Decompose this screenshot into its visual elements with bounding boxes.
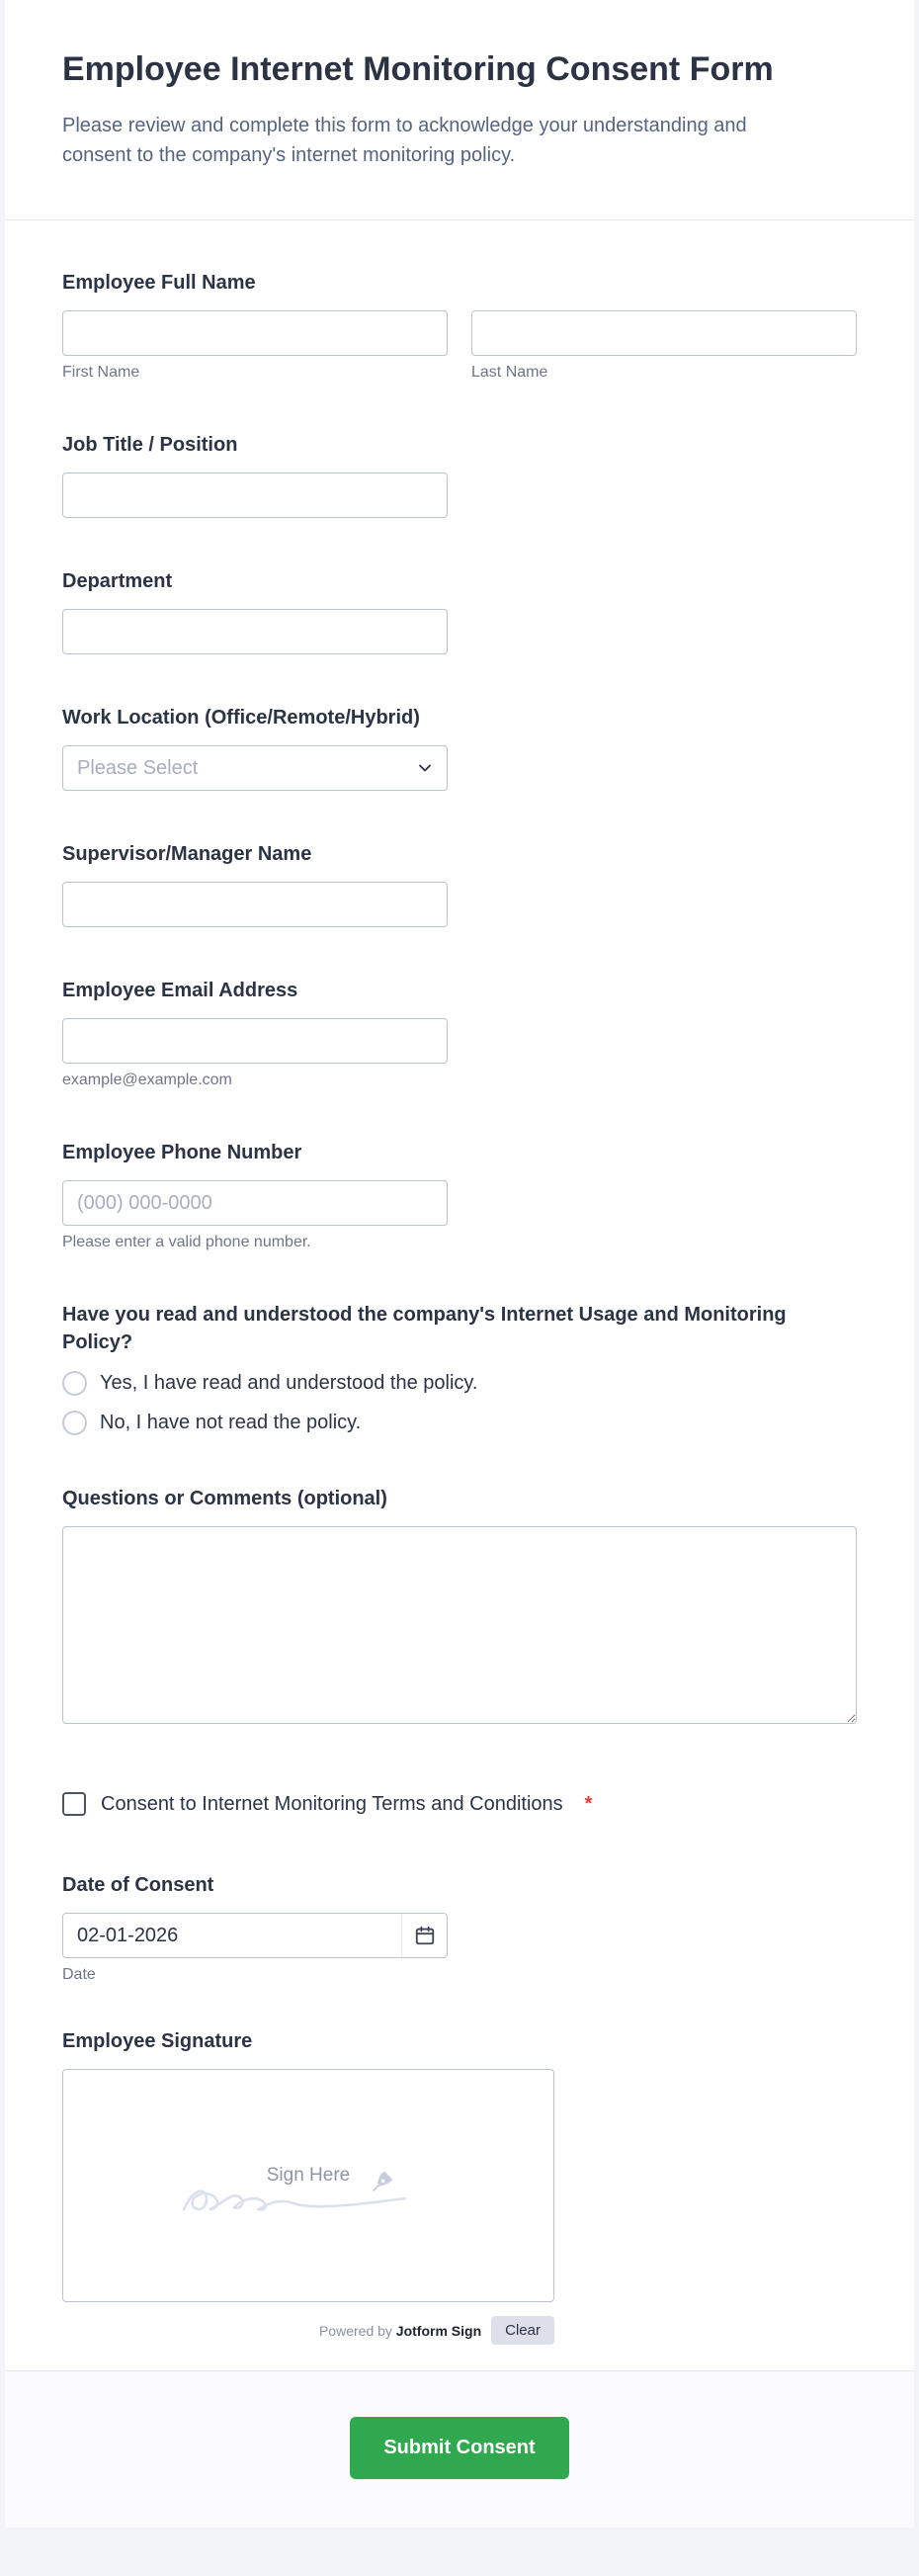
job-title-input[interactable] — [62, 472, 448, 518]
jotform-sign-brand: Jotform Sign — [395, 2322, 482, 2339]
supervisor-input[interactable] — [62, 882, 448, 927]
question-job-title — [62, 431, 857, 518]
first-name-input[interactable] — [62, 310, 448, 356]
signature-pad[interactable] — [62, 2069, 554, 2302]
work-location-select[interactable] — [62, 745, 448, 791]
date-sublabel: Date — [62, 1966, 96, 1984]
consent-checkbox-label: Consent to Internet Monitoring Terms and Conditions — [101, 1792, 563, 1815]
comments-label: Questions or Comments (optional) — [62, 1488, 387, 1510]
powered-by-text — [319, 2323, 481, 2339]
radio-option-yes[interactable] — [62, 1370, 857, 1396]
signature-footer — [62, 2316, 554, 2345]
job-title-label: Job Title / Position — [62, 434, 238, 457]
powered-by-label: Powered by — [318, 2322, 392, 2339]
radio-unchecked-icon — [62, 1411, 87, 1435]
pen-nib-icon — [370, 2169, 395, 2194]
question-full-name — [62, 269, 857, 382]
department-input[interactable] — [62, 609, 448, 654]
radio-option-no-label: No, I have not read the policy. — [100, 1412, 362, 1434]
comments-textarea[interactable] — [62, 1526, 857, 1724]
page-title: Employee Internet Monitoring Consent Form — [62, 50, 774, 88]
question-email — [62, 977, 857, 1089]
calendar-icon — [414, 1925, 436, 1946]
supervisor-label: Supervisor/Manager Name — [62, 843, 312, 866]
question-consent-checkbox — [62, 1792, 857, 1816]
radio-unchecked-icon — [62, 1371, 87, 1396]
question-signature — [62, 2027, 857, 2345]
phone-sublabel: Please enter a valid phone number. — [62, 1234, 311, 1251]
email-input[interactable] — [62, 1018, 448, 1064]
question-supervisor — [62, 840, 857, 927]
select-placeholder: Please Select — [77, 756, 199, 779]
policy-question-label: Have you read and understood the company's Internet Usage and Monitoring Policy? — [62, 1304, 787, 1354]
first-name-sublabel: First Name — [62, 364, 140, 382]
date-label: Date of Consent — [62, 1874, 214, 1897]
email-sublabel: example@example.com — [62, 1072, 232, 1089]
last-name-sublabel: Last Name — [471, 364, 548, 382]
question-department — [62, 567, 857, 654]
work-location-label: Work Location (Office/Remote/Hybrid) — [62, 707, 420, 730]
department-label: Department — [62, 570, 173, 593]
calendar-picker-button[interactable] — [401, 1914, 447, 1957]
question-policy-read — [62, 1301, 857, 1435]
consent-checkbox-row[interactable] — [62, 1792, 857, 1816]
date-field — [62, 1913, 448, 1958]
clear-signature-button[interactable]: Clear — [491, 2316, 554, 2345]
form-header — [5, 0, 914, 219]
question-comments — [62, 1485, 857, 1729]
submit-button[interactable]: Submit Consent — [350, 2417, 568, 2479]
question-date-of-consent — [62, 1871, 857, 1984]
radio-option-no[interactable] — [62, 1410, 857, 1435]
sign-here-placeholder: Sign Here — [266, 2165, 351, 2187]
page-subtitle: Please review and complete this form to acknowledge your understanding and consent to the company's internet monitoring policy. — [62, 115, 747, 167]
radio-option-yes-label: Yes, I have read and understood the policy. — [100, 1372, 478, 1395]
chevron-down-icon — [415, 758, 435, 778]
form-body — [5, 220, 914, 2370]
form-card — [5, 0, 914, 2528]
phone-input[interactable] — [62, 1180, 448, 1226]
question-work-location — [62, 704, 857, 791]
question-phone — [62, 1139, 857, 1251]
date-input[interactable] — [62, 1913, 448, 1958]
phone-label: Employee Phone Number — [62, 1142, 302, 1164]
submit-section — [5, 2370, 914, 2528]
checkbox-unchecked-icon — [62, 1792, 86, 1816]
last-name-input[interactable] — [471, 310, 857, 356]
email-label: Employee Email Address — [62, 980, 298, 1002]
required-asterisk: * — [584, 1792, 593, 1815]
full-name-label: Employee Full Name — [62, 272, 256, 295]
signature-label: Employee Signature — [62, 2030, 253, 2053]
